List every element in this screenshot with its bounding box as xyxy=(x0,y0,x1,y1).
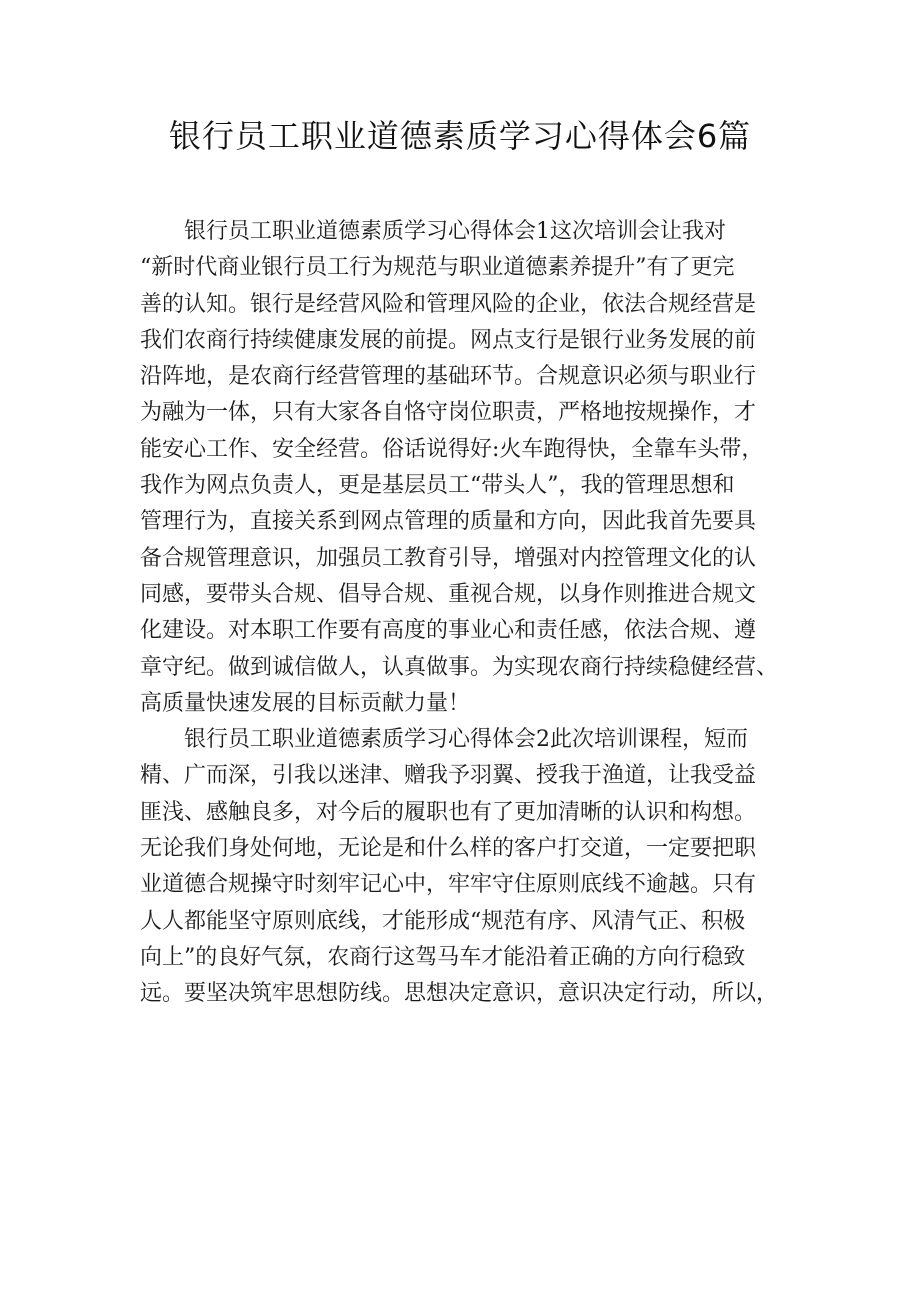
paragraph-line: 管理行为，直接关系到网点管理的质量和方向，因此我首先要具 xyxy=(140,509,757,535)
paragraph-line: 精、广而深，引我以迷津、赠我予羽翼、授我于渔道，让我受益 xyxy=(140,763,757,789)
document-title: 银行员工职业道德素质学习心得体会6篇 xyxy=(168,117,752,155)
document-body xyxy=(140,214,800,1013)
paragraph-line: 章守纪。做到诚信做人，认真做事。为实现农商行持续稳健经营、 xyxy=(140,654,779,680)
paragraph-line: 化建设。对本职工作要有高度的事业心和责任感，依法合规、遵 xyxy=(140,618,757,644)
paragraph-line: 为融为一体，只有大家各自恪守岗位职责，严格地按规操作，才 xyxy=(140,400,757,426)
paragraph-2 xyxy=(140,722,800,1012)
paragraph-line: 银行员工职业道德素质学习心得体会1这次培训会让我对 xyxy=(184,219,726,244)
paragraph-line: 同感，要带头合规、倡导合规、重视合规，以身作则推进合规文 xyxy=(140,581,757,607)
paragraph-line: 善的认知。银行是经营风险和管理风险的企业，依法合规经营是 xyxy=(140,291,757,317)
paragraph-1 xyxy=(140,214,800,722)
paragraph-line: 能安心工作、安全经营。俗话说得好:火车跑得快，全靠车头带， xyxy=(140,436,764,462)
paragraph-line: 业道德合规操守时刻牢记心中，牢牢守住原则底线不逾越。只有 xyxy=(140,872,757,898)
paragraph-line: 向上”的良好气氛，农商行这驾马车才能沿着正确的方向行稳致 xyxy=(140,944,746,970)
paragraph-line: 银行员工职业道德素质学习心得体会2此次培训课程，短而 xyxy=(184,727,748,753)
paragraph-line: 无论我们身处何地，无论是和什么样的客户打交道，一定要把职 xyxy=(140,836,757,862)
paragraph-line: 高质量快速发展的目标贡献力量！ xyxy=(140,690,471,716)
paragraph-line: 沿阵地，是农商行经营管理的基础环节。合规意识必须与职业行 xyxy=(140,364,757,390)
paragraph-line: 人人都能坚守原则底线，才能形成“规范有序、风清气正、积极 xyxy=(140,908,746,934)
paragraph-line: 备合规管理意识，加强员工教育引导，增强对内控管理文化的认 xyxy=(140,545,757,571)
paragraph-line: 我们农商行持续健康发展的前提。网点支行是银行业务发展的前 xyxy=(140,327,757,353)
paragraph-line: “新时代商业银行员工行为规范与职业道德素养提升”有了更完 xyxy=(140,255,735,281)
paragraph-line: 我作为网点负责人，更是基层员工“带头人”，我的管理思想和 xyxy=(140,473,735,499)
paragraph-line: 匪浅、感触良多，对今后的履职也有了更加清晰的认识和构想。 xyxy=(140,799,757,825)
paragraph-line: 远。要坚决筑牢思想防线。思想决定意识，意识决定行动，所以， xyxy=(140,981,779,1007)
